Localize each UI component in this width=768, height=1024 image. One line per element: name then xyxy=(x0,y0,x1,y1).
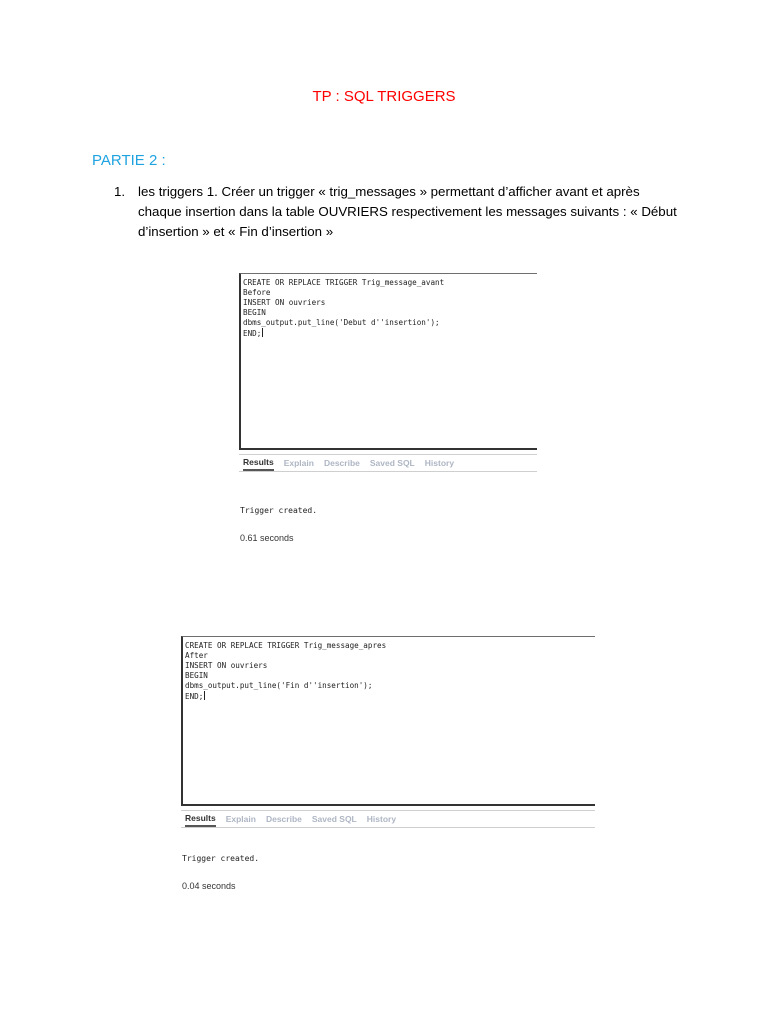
sql-editor[interactable] xyxy=(181,636,595,806)
result-tabs xyxy=(239,454,537,472)
text-cursor xyxy=(204,691,205,700)
sql-console-screenshot-1 xyxy=(239,273,537,543)
tab-results[interactable]: Results xyxy=(185,812,216,827)
text-cursor xyxy=(262,328,263,337)
sql-editor[interactable] xyxy=(239,273,537,450)
sql-code: CREATE OR REPLACE TRIGGER Trig_message_apres After INSERT ON ouvriers BEGIN dbms_output.put_line('Fin d''insertion'); END; xyxy=(185,641,387,701)
tab-saved-sql[interactable]: Saved SQL xyxy=(311,814,357,824)
elapsed-time: 0.61 seconds xyxy=(240,533,294,543)
result-tabs xyxy=(181,810,595,828)
tab-history[interactable]: History xyxy=(366,814,397,824)
result-message: Trigger created. xyxy=(182,854,260,863)
tab-describe[interactable]: Describe xyxy=(323,458,360,468)
sql-console-screenshot-2 xyxy=(181,636,595,891)
list-item-text: les triggers 1. Créer un trigger « trig_messages » permettant d’afficher avant et après chaque insertion dans la table OUVRIERS respectivement les messages suivants : « Début d’insertion » et « Fin d’insertion » xyxy=(138,184,677,239)
tab-explain[interactable]: Explain xyxy=(225,814,256,824)
sql-code: CREATE OR REPLACE TRIGGER Trig_message_avant Before INSERT ON ouvriers BEGIN dbms_output.put_line('Debut d''insertion'); END; xyxy=(243,278,445,338)
result-message: Trigger created. xyxy=(240,506,318,515)
tab-saved-sql[interactable]: Saved SQL xyxy=(369,458,415,468)
section-heading: PARTIE 2 : xyxy=(92,152,166,169)
elapsed-time: 0.04 seconds xyxy=(182,881,236,891)
tab-history[interactable]: History xyxy=(424,458,455,468)
list-item-number: 1. xyxy=(114,184,126,199)
tab-results[interactable]: Results xyxy=(243,456,274,471)
document-title: TP : SQL TRIGGERS xyxy=(312,88,456,105)
tab-explain[interactable]: Explain xyxy=(283,458,314,468)
tab-describe[interactable]: Describe xyxy=(265,814,302,824)
